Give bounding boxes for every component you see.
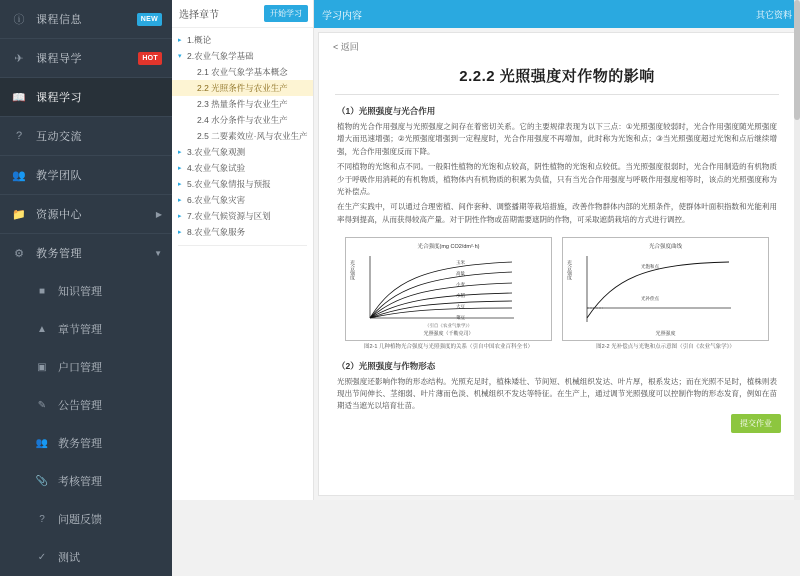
document-panel xyxy=(318,32,796,496)
tree-icon: ▲ xyxy=(37,323,47,335)
figure-1-inner-title: 光合强度(mg CO2/dm²·h) xyxy=(417,244,480,250)
figure-1-series-label: 高粱 xyxy=(456,271,465,276)
chapter-panel-title: 选择章节 xyxy=(179,10,219,21)
sidebar-item-label: 课程学习 xyxy=(36,92,82,104)
chapter-label: 2.5 二要素效应·风与农业生产 xyxy=(197,131,308,141)
chapter-item[interactable] xyxy=(172,112,313,128)
sidebar-item-label: 教务管理 xyxy=(36,248,82,260)
sidebar-item-label: 资源中心 xyxy=(36,209,82,221)
sidebar-item-label: 课程信息 xyxy=(36,14,82,26)
chapter-item-active[interactable] xyxy=(172,80,313,96)
sidebar xyxy=(0,0,172,564)
bullet-icon xyxy=(188,84,197,92)
chapter-item[interactable] xyxy=(172,144,313,160)
sidebar-subitem-chapter-mgmt[interactable] xyxy=(0,310,172,348)
users-icon: 👥 xyxy=(35,437,49,449)
figure-row xyxy=(319,229,795,352)
sidebar-subitem-knowledge-mgmt[interactable] xyxy=(0,272,172,310)
sidebar-subitem-academic-mgmt[interactable] xyxy=(0,424,172,462)
figure-2-series-label: 光补偿点 xyxy=(641,296,659,301)
chapter-list xyxy=(172,28,313,500)
figure-1-series-label: 玉米 xyxy=(456,260,465,265)
sidebar-subitem-account-mgmt[interactable] xyxy=(0,348,172,386)
chapter-item[interactable] xyxy=(172,224,313,240)
figure-2 xyxy=(562,237,769,352)
chapter-label: 3.农业气象观测 xyxy=(187,147,246,157)
users-icon: 👥 xyxy=(12,169,26,182)
chapter-item[interactable] xyxy=(172,176,313,192)
sidebar-subitem-exam-mgmt[interactable] xyxy=(0,462,172,500)
gear-icon: ⚙ xyxy=(14,247,24,260)
sidebar-item-course-guide[interactable] xyxy=(0,39,172,77)
sidebar-item-label: 互动交流 xyxy=(36,131,82,143)
figure-2-caption: 图2-2 光补偿点与光饱和点示意图（引自《农业气象学》） xyxy=(596,344,735,350)
chevron-right-icon: ▸ xyxy=(178,229,182,236)
chevron-right-icon: ▸ xyxy=(178,181,182,188)
paragraph: 不同植物的光饱和点不同。一般阳性植物的光饱和点较高，阴性植物的光饱和点较低。当光照强度很弱时，光合作用制造的有机物质少于呼吸作用消耗的有机物质，植物体内有机物质的积累为负值，只有当光合作用强度与呼吸作用强度相等时，该点的光照强度称为光补偿点。 xyxy=(337,162,777,196)
figure-1-series-label: 菜豆 xyxy=(456,315,465,320)
start-study-button[interactable]: 开始学习 xyxy=(264,5,308,22)
figure-1-plot xyxy=(345,237,552,341)
pen-icon: ✎ xyxy=(37,399,47,411)
bullet-icon xyxy=(188,100,197,108)
sidebar-subitem-label: 测试 xyxy=(58,552,80,564)
chapter-panel xyxy=(172,0,314,500)
info-icon: ⓘ xyxy=(13,14,25,26)
sidebar-subitem-label: 教务管理 xyxy=(58,438,102,450)
sidebar-subitem-label: 考核管理 xyxy=(58,476,102,488)
chevron-right-icon: ▸ xyxy=(178,37,182,44)
figure-1-series-label: 水稻 xyxy=(456,293,465,298)
chapter-label: 2.农业气象学基础 xyxy=(187,51,254,61)
chapter-label: 7.农业气候资源与区划 xyxy=(187,211,271,221)
chapter-label: 2.1 农业气象学基本概念 xyxy=(197,67,288,77)
sidebar-item-academic-admin[interactable] xyxy=(0,234,172,272)
sidebar-item-resource-center[interactable] xyxy=(0,195,172,233)
paragraph: 在生产实践中，可以通过合理密植、间作套种、调整播期等栽培措施，改善作物群体内部的光照条件，使群体叶面积指数和光能利用率得到提高，从而获得较高产量。对于阴性作物或苗期需要遮阴的作物，可采取遮荫栽培的方式进行调控。 xyxy=(337,202,777,224)
chevron-down-icon: ▾ xyxy=(178,53,182,60)
content-area xyxy=(314,0,800,500)
chevron-down-icon: ▼ xyxy=(154,248,162,258)
id-icon: ▣ xyxy=(37,361,47,373)
figure-2-x-axis-label: 光照强度 xyxy=(655,331,676,337)
chapter-item[interactable] xyxy=(172,160,313,176)
figure-1-note: （引自《农业气象学》） xyxy=(424,323,473,328)
sidebar-item-interaction[interactable] xyxy=(0,117,172,155)
divider xyxy=(178,245,307,246)
page-scrollbar-thumb[interactable] xyxy=(794,0,800,120)
chevron-right-icon: ▶ xyxy=(155,209,162,219)
content-title: 学习内容 xyxy=(322,10,362,22)
chapter-item[interactable] xyxy=(172,48,313,64)
sidebar-subitem-label: 问题反馈 xyxy=(58,514,102,526)
divider xyxy=(335,94,779,95)
figure-1-y-axis-label: 光合强度 xyxy=(349,260,355,280)
chapter-label: 2.4 水分条件与农业生产 xyxy=(197,115,288,125)
chevron-right-icon: ▸ xyxy=(178,213,182,220)
figure-2-y-axis-label: 光合强度 xyxy=(566,260,572,280)
chapter-label: 1.概论 xyxy=(187,35,212,45)
sidebar-subitem-label: 户口管理 xyxy=(58,362,102,374)
paragraph: 植物的光合作用强度与光照强度之间存在着密切关系。它的主要规律表现为以下三点：①光照强度较弱时，光合作用强度随光照强度增大而迅速增强；②光照强度增强到一定程度时，光合作用强度不再增加，此时称为光饱和点；③当光照强度超过光饱和点后继续增强，光合作用强度反而下降。 xyxy=(337,122,777,156)
chevron-right-icon: ▸ xyxy=(178,197,182,204)
chapter-label: 5.农业气象情报与预报 xyxy=(187,179,271,189)
status-badge: HOT xyxy=(138,52,162,65)
rocket-icon: ✈ xyxy=(14,52,24,65)
chapter-item[interactable] xyxy=(172,32,313,48)
figure-1-series-label: 小麦 xyxy=(456,282,465,287)
other-materials-link[interactable]: 其它资料 xyxy=(755,9,792,20)
chapter-label: 2.3 热量条件与农业生产 xyxy=(197,99,288,109)
sidebar-item-course-info[interactable] xyxy=(0,0,172,38)
question-icon: ? xyxy=(39,513,45,525)
chapter-label: 8.农业气象服务 xyxy=(187,227,246,237)
figure-2-inner-title: 光合强度曲线 xyxy=(648,244,682,250)
page-scrollbar-track[interactable] xyxy=(794,0,800,500)
chevron-right-icon: ▸ xyxy=(178,165,182,172)
figure-1 xyxy=(345,237,552,352)
chapter-label: 6.农业气象灾害 xyxy=(187,195,246,205)
figure-1-x-axis-label: 光照强度（千勒克司） xyxy=(423,331,474,337)
chapter-item[interactable] xyxy=(172,64,313,80)
chapter-label: 4.农业气象试验 xyxy=(187,163,246,173)
doc-icon: ■ xyxy=(38,285,46,297)
status-badge: NEW xyxy=(137,13,162,26)
sidebar-item-course-study[interactable] xyxy=(0,78,172,116)
sidebar-item-label: 课程导学 xyxy=(36,53,82,65)
figure-2-plot xyxy=(562,237,769,341)
chat-icon: ? xyxy=(15,130,23,142)
section-heading-1: （1）光照强度与光合作用 xyxy=(337,106,436,116)
paragraph: 光照强度还影响作物的形态结构。光照充足时，植株矮壮、节间短、机械组织发达、叶片厚，根系发达；而在光照不足时，植株则表现出节间伸长、茎细弱、叶片薄而色淡、机械组织不发达等特征。在生产上，通过调节光照强度可以控制作物的形态发育，例如在苗期适当遮光以培育壮苗。 xyxy=(337,376,777,411)
sidebar-item-label: 教学团队 xyxy=(36,170,82,182)
folder-icon: 📁 xyxy=(12,208,26,221)
submit-homework-button[interactable]: 提交作业 xyxy=(731,414,781,433)
sidebar-subitem-label: 知识管理 xyxy=(58,286,102,298)
content-header xyxy=(314,0,800,28)
page-title: 2.2.2 光照强度对作物的影响 xyxy=(459,68,655,85)
sidebar-subitem-notice-mgmt[interactable] xyxy=(0,386,172,424)
book-icon: 📖 xyxy=(12,91,26,104)
figure-1-series-label: 大豆 xyxy=(456,304,465,309)
bullet-icon xyxy=(188,132,197,140)
check-icon: ✓ xyxy=(37,551,47,563)
section-heading-2: （2）光照强度与作物形态 xyxy=(337,360,436,371)
sidebar-subitem-label: 公告管理 xyxy=(58,400,102,412)
back-button[interactable]: < 返回 xyxy=(333,42,359,52)
chapter-panel-header xyxy=(172,0,313,28)
bullet-icon xyxy=(188,116,197,124)
chapter-item[interactable] xyxy=(172,192,313,208)
sidebar-item-teaching-team[interactable] xyxy=(0,156,172,194)
sidebar-subitem-label: 章节管理 xyxy=(58,324,102,336)
chapter-item[interactable] xyxy=(172,208,313,224)
bullet-icon xyxy=(188,68,197,76)
sidebar-subitem-feedback[interactable] xyxy=(0,500,172,538)
chapter-label: 2.2 光照条件与农业生产 xyxy=(197,83,288,93)
chapter-item[interactable] xyxy=(172,96,313,112)
chevron-right-icon: ▸ xyxy=(178,149,182,156)
figure-1-caption: 图2-1 几种植物光合强度与光照强度的关系（引自中国农业百科全书） xyxy=(364,344,533,350)
chapter-item[interactable] xyxy=(172,128,313,144)
clip-icon: 📎 xyxy=(35,475,49,487)
figure-2-series-label: 光饱和点 xyxy=(641,264,659,269)
sidebar-subitem-test[interactable] xyxy=(0,538,172,576)
